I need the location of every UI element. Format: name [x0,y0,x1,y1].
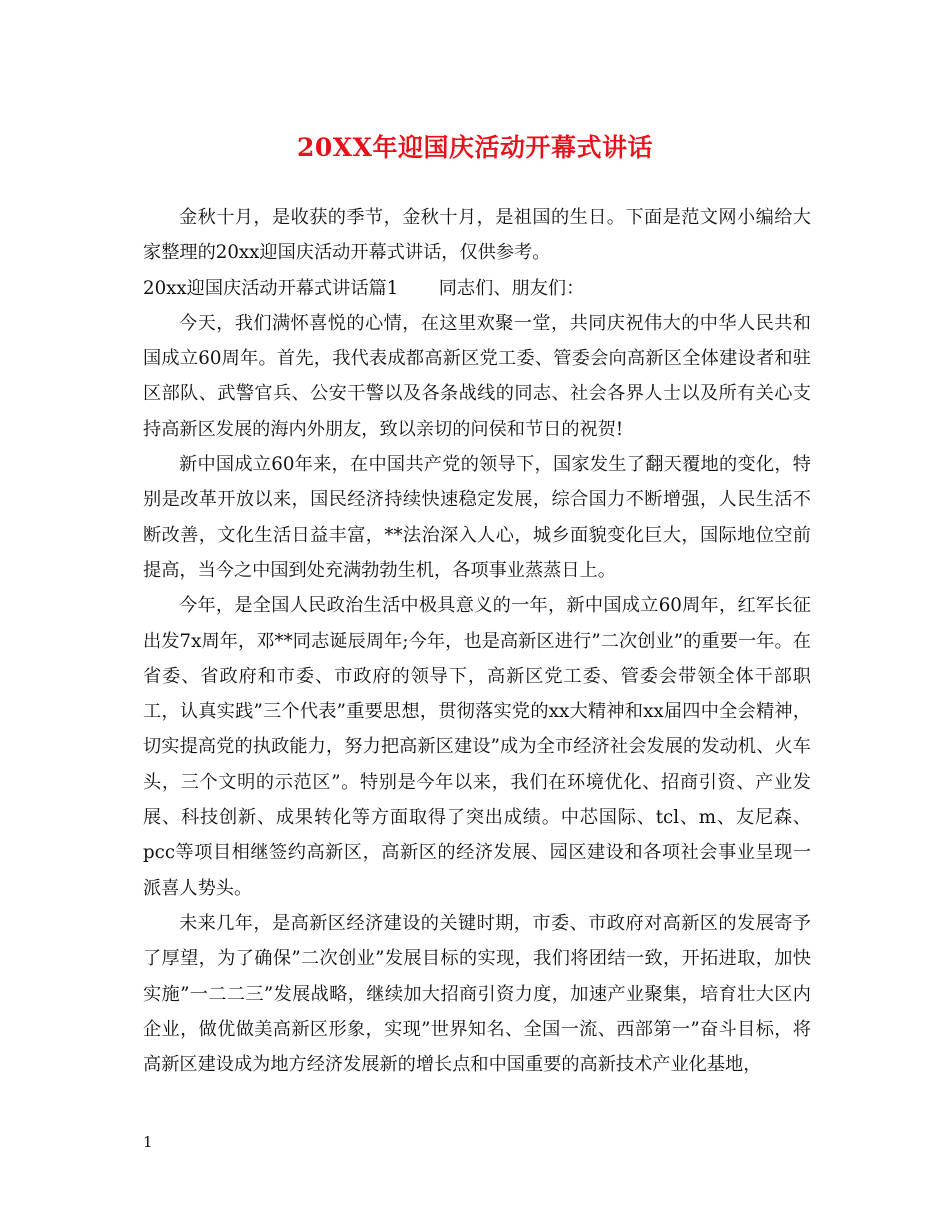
section-heading: 20xx迎国庆活动开幕式讲话篇1 [143,277,399,299]
section-heading-line [143,271,811,306]
body-paragraph: 新中国成立60年来，在中国共产党的领导下，国家发生了翻天覆地的变化，特别是改革开放以来，国民经济持续快速稳定发展，综合国力不断增强，人民生活不断改善，文化生活日益丰富，**法治深入人心，城乡面貌变化巨大，国际地位空前提高，当今之中国到处充满勃勃生机，各项事业蒸蒸日上。 [143,454,811,581]
document-body [143,200,811,1082]
body-paragraph: 未来几年，是高新区经济建设的关键时期，市委、市政府对高新区的发展寄予了厚望，为了确保”二次创业”发展目标的实现，我们将团结一致，开拓进取，加快实施”一二二三”发展战略，继续加大招商引资力度，加速产业聚集，培育壮大区内企业，做优做美高新区形象，实现”世界知名、全国一流、西部第一”奋斗目标，将高新区建设成为地方经济发展新的增长点和中国重要的高新技术产业化基地， [143,912,811,1076]
body-paragraph: 今年，是全国人民政治生活中极具意义的一年，新中国成立60周年，红军长征出发7x周年，邓**同志诞辰周年;今年，也是高新区进行”二次创业”的重要一年。在省委、省政府和市委、市政府的领导下，高新区党工委、管委会带领全体干部职工，认真实践”三个代表”重要思想，贯彻落实党的xx大精神和xx届四中全会精神，切实提高党的执政能力，努力把高新区建设”成为全市经济社会发展的发动机、火车头，三个文明的示范区”。特别是今年以来，我们在环境优化、招商引资、产业发展、科技创新、成果转化等方面取得了突出成绩。中芯国际、tcl、m、友尼森、pcc等项目相继签约高新区，高新区的经济发展、园区建设和各项社会事业呈现一派喜人势头。 [143,595,811,899]
document-title: 20XX年迎国庆活动开幕式讲话 [296,133,654,162]
intro-paragraph: 金秋十月，是收获的季节，金秋十月，是祖国的生日。下面是范文网小编给大家整理的20xx迎国庆活动开幕式讲话，仅供参考。 [143,207,811,264]
salutation: 同志们、朋友们： [438,277,585,299]
page-number: 1 [143,1133,153,1151]
body-paragraph: 今天，我们满怀喜悦的心情，在这里欢聚一堂，共同庆祝伟大的中华人民共和国成立60周年。首先，我代表成都高新区党工委、管委会向高新区全体建设者和驻区部队、武警官兵、公安干警以及各条战线的同志、社会各界人士以及所有关心支持高新区发展的海内外朋友，致以亲切的问侯和节日的祝贺! [143,312,811,440]
